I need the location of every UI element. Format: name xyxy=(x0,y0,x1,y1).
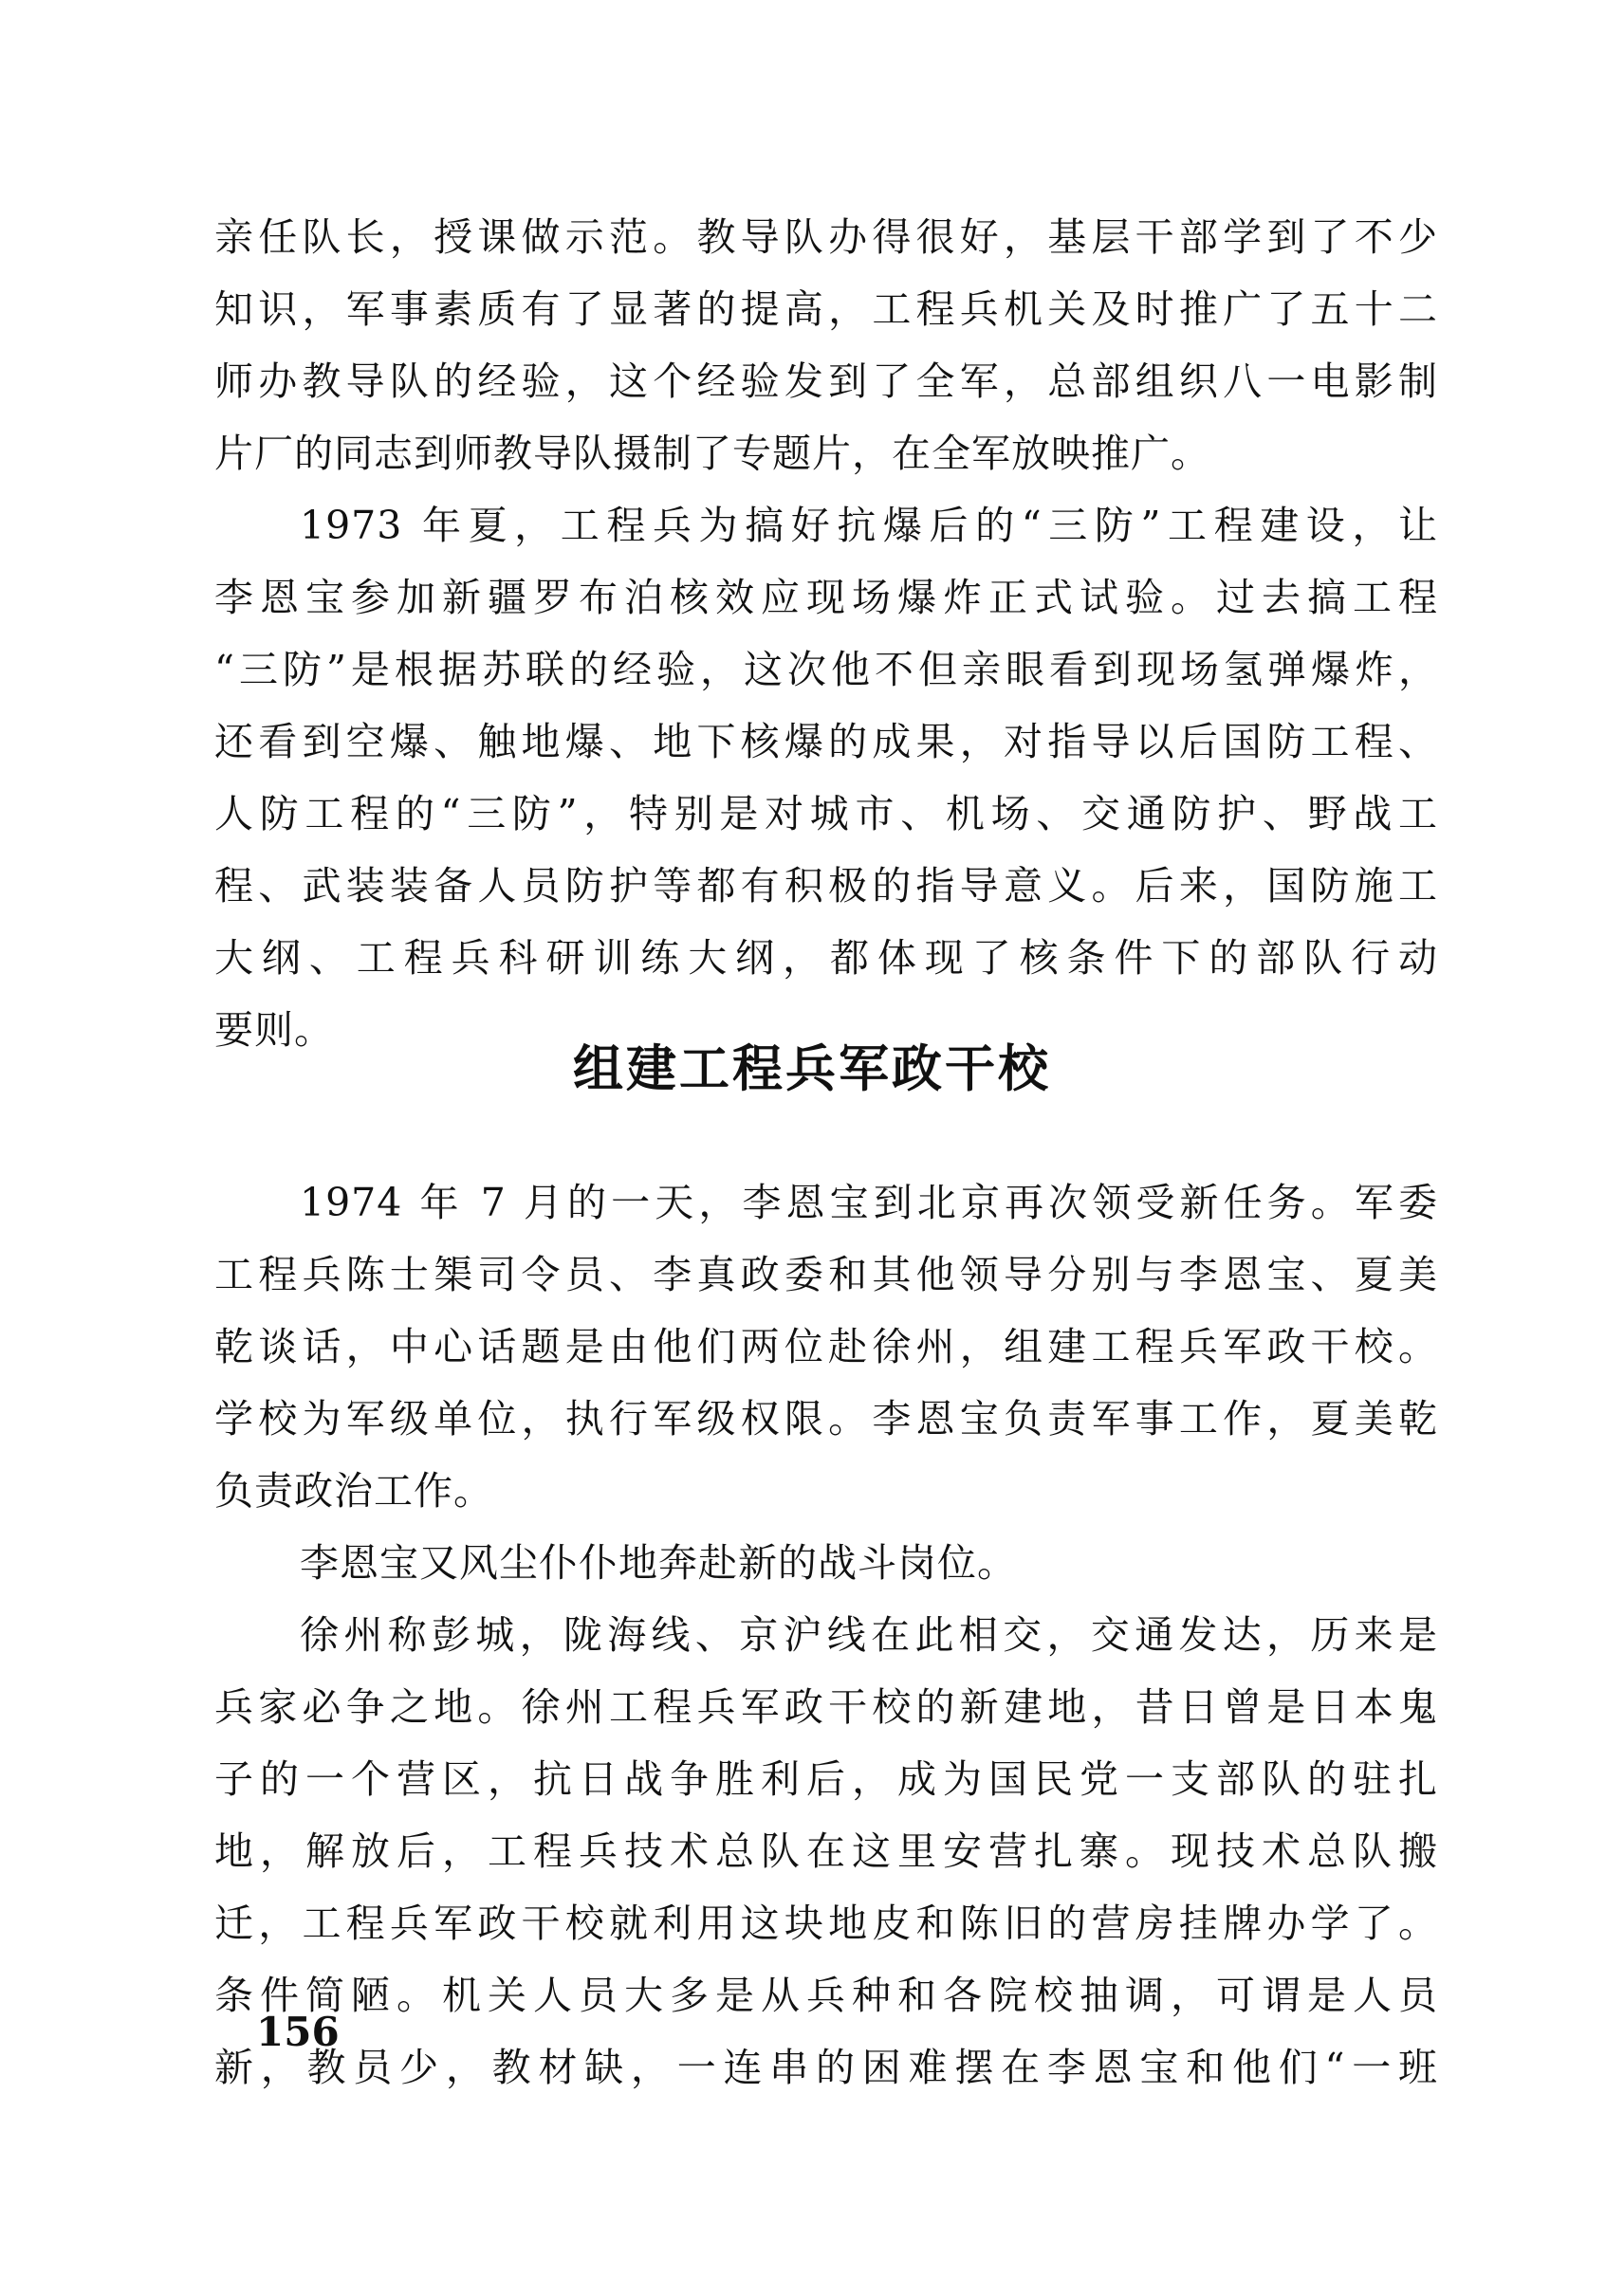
text-line: 人防工程的“三防”，特别是对城市、机场、交通防护、野战工 xyxy=(214,791,1438,836)
text-line: 大纲、工程兵科研训练大纲，都体现了核条件下的部队行动 xyxy=(214,935,1438,981)
body-text-bottom xyxy=(214,1166,1438,2103)
text-line: 兵家必争之地。徐州工程兵军政干校的新建地，昔日曾是日本鬼 xyxy=(214,1684,1438,1730)
text-line: 地，解放后，工程兵技术总队在这里安营扎寨。现技术总队搬 xyxy=(214,1828,1438,1874)
text-line: 要则。 xyxy=(214,1007,334,1053)
text-line: 子的一个营区，抗日战争胜利后，成为国民党一支部队的驻扎 xyxy=(214,1756,1438,1802)
text-line: “三防”是根据苏联的经验，这次他不但亲眼看到现场氢弹爆炸， xyxy=(214,647,1438,692)
text-line: 知识，军事素质有了显著的提高，工程兵机关及时推广了五十二 xyxy=(214,286,1438,332)
text-line: 徐州称彭城，陇海线、京沪线在此相交，交通发达，历来是 xyxy=(300,1612,1438,1658)
text-line: 工程兵陈士榘司令员、李真政委和其他领导分别与李恩宝、夏美 xyxy=(214,1252,1438,1297)
text-line: 程、武装装备人员防护等都有积极的指导意义。后来，国防施工 xyxy=(214,863,1438,909)
text-line: 李恩宝又风尘仆仆地奔赴新的战斗岗位。 xyxy=(300,1540,1017,1586)
page-number: 156 xyxy=(256,2009,340,2055)
text-line: 亲任队长，授课做示范。教导队办得很好，基层干部学到了不少 xyxy=(214,214,1438,260)
text-line: 1974 年 7 月的一天，李恩宝到北京再次领受新任务。军委 xyxy=(300,1180,1438,1225)
text-line: 师办教导队的经验，这个经验发到了全军，总部组织八一电影制 xyxy=(214,358,1438,404)
text-line: 1973 年夏，工程兵为搞好抗爆后的“三防”工程建设，让 xyxy=(300,503,1438,548)
text-line: 负责政治工作。 xyxy=(214,1468,493,1514)
body-text-top xyxy=(214,201,1438,1066)
text-line: 新，教员少，教材缺，一连串的困难摆在李恩宝和他们“一班 xyxy=(214,2045,1438,2090)
text-line: 李恩宝参加新疆罗布泊核效应现场爆炸正式试验。过去搞工程 xyxy=(214,575,1438,620)
text-line: 条件简陋。机关人员大多是从兵种和各院校抽调，可谓是人员 xyxy=(214,1973,1438,2018)
text-line: 还看到空爆、触地爆、地下核爆的成果，对指导以后国防工程、 xyxy=(214,719,1438,764)
text-line: 乾谈话，中心话题是由他们两位赴徐州，组建工程兵军政干校。 xyxy=(214,1324,1438,1369)
text-line: 学校为军级单位，执行军级权限。李恩宝负责军事工作，夏美乾 xyxy=(214,1396,1438,1442)
text-line: 迁，工程兵军政干校就利用这块地皮和陈旧的营房挂牌办学了。 xyxy=(214,1901,1438,1946)
section-title: 组建工程兵军政干校 xyxy=(573,1040,1051,1098)
text-line: 片厂的同志到师教导队摄制了专题片，在全军放映推广。 xyxy=(214,431,1210,476)
